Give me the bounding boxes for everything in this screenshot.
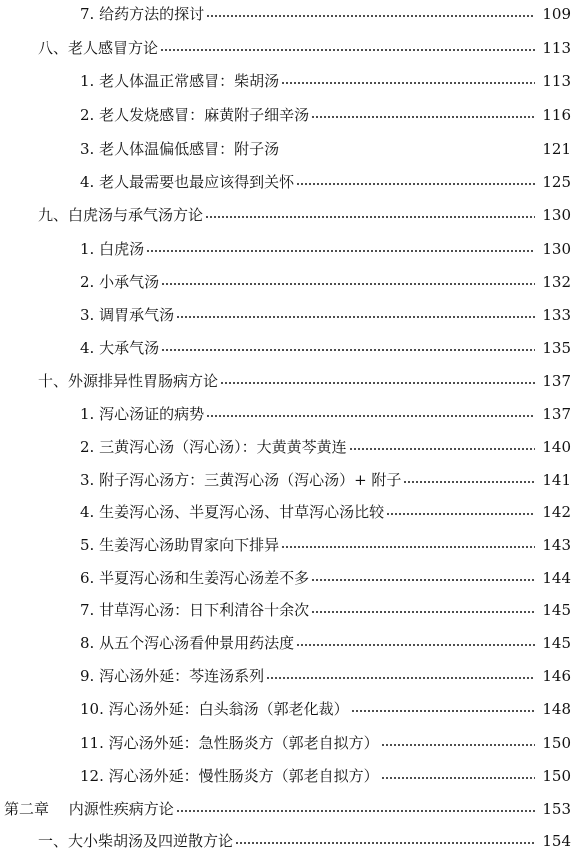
toc-entry bbox=[0, 829, 573, 851]
toc-entry bbox=[0, 664, 573, 686]
toc-entry bbox=[0, 631, 573, 653]
toc-entry-page: 113 bbox=[542, 39, 571, 57]
toc-entry-title: 11. 泻心汤外延：急性肠炎方（郭老自拟方） bbox=[80, 734, 379, 752]
toc-entry-title: 2. 小承气汤 bbox=[80, 273, 160, 291]
dot-leader bbox=[349, 446, 535, 452]
toc-entry bbox=[0, 797, 573, 819]
dot-leader bbox=[381, 742, 535, 748]
toc-entry-page: 145 bbox=[542, 634, 571, 652]
toc-entry bbox=[0, 270, 573, 292]
toc-entry-page: 130 bbox=[542, 240, 571, 258]
toc-entry bbox=[0, 500, 573, 522]
toc-entry bbox=[0, 170, 573, 192]
toc-entry bbox=[0, 69, 573, 91]
toc-entry bbox=[0, 566, 573, 588]
toc-entry-page: 137 bbox=[542, 405, 571, 423]
dot-leader bbox=[296, 642, 535, 648]
toc-entry-page: 146 bbox=[542, 667, 571, 685]
toc-entry-title: 3. 调胃承气汤 bbox=[80, 306, 175, 324]
dot-leader bbox=[220, 380, 535, 386]
toc-entry-page: 137 bbox=[542, 372, 571, 390]
toc-entry-page: 116 bbox=[542, 106, 571, 124]
toc-entry-title: 4. 老人最需要也最应该得到关怀 bbox=[80, 173, 295, 191]
toc-entry-page: 130 bbox=[542, 206, 571, 224]
toc-entry-title: 10. 泻心汤外延：白头翁汤（郭老化裁） bbox=[80, 700, 349, 718]
toc-entry-page: 148 bbox=[542, 700, 571, 718]
toc-entry-page: 121 bbox=[542, 140, 571, 158]
dot-leader bbox=[311, 114, 535, 120]
toc-entry-page: 150 bbox=[542, 734, 571, 752]
toc-entry bbox=[0, 764, 573, 786]
toc-entry bbox=[0, 103, 573, 125]
toc-entry-page: 113 bbox=[542, 72, 571, 90]
dot-leader bbox=[311, 609, 535, 615]
toc-entry-page: 153 bbox=[542, 800, 571, 818]
dot-leader bbox=[160, 47, 535, 53]
toc-entry-title: 1. 白虎汤 bbox=[80, 240, 145, 258]
toc-entry-page: 154 bbox=[542, 832, 571, 850]
dot-leader bbox=[206, 13, 535, 19]
toc-entry-page: 140 bbox=[542, 438, 571, 456]
toc-entry-title: 3. 附子泻心汤方：三黄泻心汤（泻心汤）+ 附子 bbox=[80, 471, 402, 489]
dot-leader bbox=[386, 511, 535, 517]
toc-entry-title: 2. 老人发烧感冒：麻黄附子细辛汤 bbox=[80, 106, 310, 124]
dot-leader bbox=[281, 544, 535, 550]
toc-entry bbox=[0, 336, 573, 358]
toc-entry-title: 十、外源排异性胃肠病方论 bbox=[38, 372, 219, 390]
dot-leader bbox=[351, 708, 535, 714]
toc-entry bbox=[0, 2, 573, 24]
dot-leader bbox=[205, 214, 535, 220]
toc-entry-title: 2. 三黄泻心汤（泻心汤）：大黄黄芩黄连 bbox=[80, 438, 347, 456]
toc-entry-page: 135 bbox=[542, 339, 571, 357]
toc-entry bbox=[0, 303, 573, 325]
toc-entry-title: 3. 老人体温偏低感冒：附子汤 bbox=[80, 140, 280, 158]
toc-entry bbox=[0, 697, 573, 719]
dot-leader bbox=[235, 840, 535, 846]
toc-entry bbox=[0, 402, 573, 424]
dot-leader bbox=[176, 808, 535, 814]
toc-entry bbox=[0, 468, 573, 490]
toc-entry-page: 145 bbox=[542, 601, 571, 619]
toc-entry bbox=[0, 533, 573, 555]
toc-entry-title: 9. 泻心汤外延：芩连汤系列 bbox=[80, 667, 265, 685]
dot-leader bbox=[266, 675, 535, 681]
toc-entry bbox=[0, 369, 573, 391]
dot-leader bbox=[311, 577, 535, 583]
dot-leader bbox=[281, 80, 535, 86]
toc-entry-page: 141 bbox=[542, 471, 571, 489]
toc-entry-title: 7. 甘草泻心汤：日下利清谷十余次 bbox=[80, 601, 310, 619]
toc-entry-title: 8. 从五个泻心汤看仲景用药法度 bbox=[80, 634, 295, 652]
toc-entry-page: 109 bbox=[542, 5, 571, 23]
toc-entry-page: 125 bbox=[542, 173, 571, 191]
dot-leader bbox=[296, 181, 535, 187]
toc-entry-page: 132 bbox=[542, 273, 571, 291]
dot-leader bbox=[146, 248, 535, 254]
toc-entry-title: 4. 大承气汤 bbox=[80, 339, 160, 357]
toc-entry bbox=[0, 435, 573, 457]
dot-leader bbox=[381, 775, 535, 781]
toc-entry-title: 第二章 内源性疾病方论 bbox=[4, 800, 174, 818]
toc-entry-title: 1. 泻心汤证的病势 bbox=[80, 405, 205, 423]
dot-leader bbox=[161, 281, 535, 287]
dot-leader bbox=[281, 148, 535, 154]
toc-entry bbox=[0, 731, 573, 753]
toc-entry bbox=[0, 598, 573, 620]
dot-leader bbox=[403, 479, 535, 485]
toc-entry-title: 12. 泻心汤外延：慢性肠炎方（郭老自拟方） bbox=[80, 767, 379, 785]
toc-entry-title: 九、白虎汤与承气汤方论 bbox=[38, 206, 204, 224]
toc-entry-page: 142 bbox=[542, 503, 571, 521]
toc-entry-page: 144 bbox=[542, 569, 571, 587]
toc-entry-page: 143 bbox=[542, 536, 571, 554]
toc-entry-title: 一、大小柴胡汤及四逆散方论 bbox=[38, 832, 234, 850]
dot-leader bbox=[161, 347, 535, 353]
toc-entry-title: 7. 给药方法的探讨 bbox=[80, 5, 205, 23]
toc-entry-title: 4. 生姜泻心汤、半夏泻心汤、甘草泻心汤比较 bbox=[80, 503, 385, 521]
dot-leader bbox=[206, 413, 535, 419]
toc-entry bbox=[0, 36, 573, 58]
toc-entry-page: 150 bbox=[542, 767, 571, 785]
toc-entry-title: 5. 生姜泻心汤助胃家向下排异 bbox=[80, 536, 280, 554]
toc-entry-title: 八、老人感冒方论 bbox=[38, 39, 159, 57]
dot-leader bbox=[176, 314, 535, 320]
toc-entry bbox=[0, 237, 573, 259]
toc-entry-title: 1. 老人体温正常感冒：柴胡汤 bbox=[80, 72, 280, 90]
toc-entry bbox=[0, 203, 573, 225]
toc-entry-title: 6. 半夏泻心汤和生姜泻心汤差不多 bbox=[80, 569, 310, 587]
toc-entry-page: 133 bbox=[542, 306, 571, 324]
toc-entry bbox=[0, 137, 573, 159]
